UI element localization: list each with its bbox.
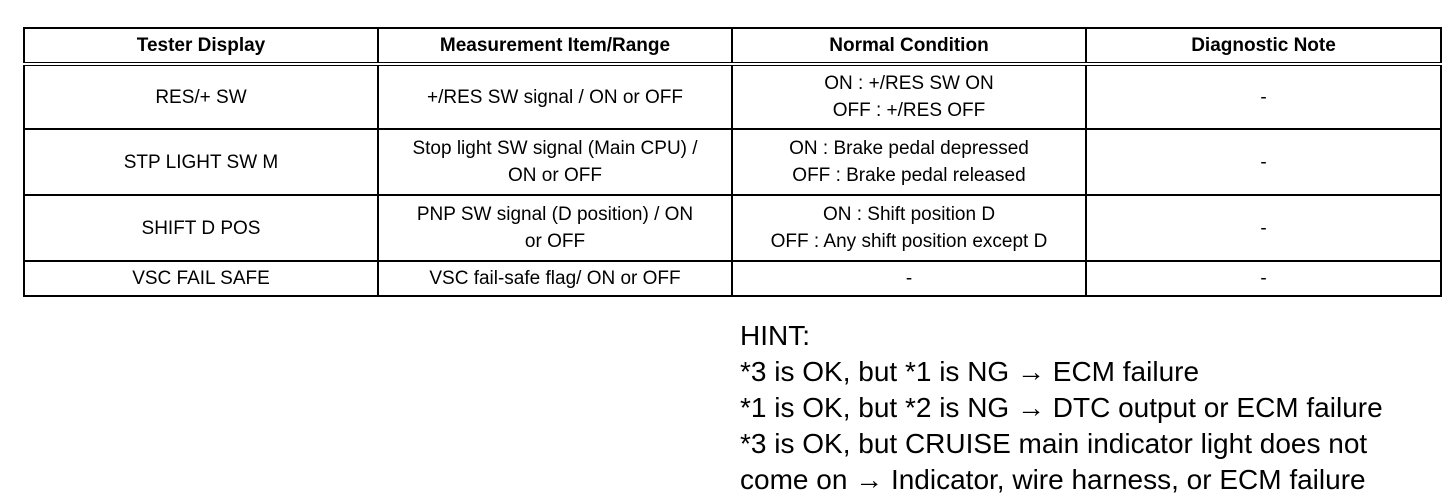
cell-normal-condition [732, 261, 1086, 296]
header-tester-display: Tester Display [24, 28, 378, 64]
table-row [24, 195, 1441, 261]
cell-text-line: ON : +/RES SW ON [824, 73, 994, 94]
cell-diagnostic-note: - [1086, 64, 1441, 129]
data-list-table [23, 27, 1442, 297]
cell-diagnostic-note: - [1086, 129, 1441, 195]
table-row [24, 129, 1441, 195]
cell-tester-display: SHIFT D POS [24, 195, 378, 261]
table-header-row [24, 28, 1441, 64]
hint-line: *3 is OK, but CRUISE main indicator light does not [740, 428, 1368, 459]
hint-title: HINT: [740, 320, 810, 351]
hint-line: *1 is OK, but *2 is NG → DTC output or ECM failure [740, 392, 1383, 423]
cell-measurement [378, 261, 732, 296]
header-diagnostic-note: Diagnostic Note [1086, 28, 1441, 64]
header-normal-condition: Normal Condition [732, 28, 1086, 64]
cell-tester-display: RES/+ SW [24, 64, 378, 129]
cell-diagnostic-note: - [1086, 261, 1441, 296]
cell-normal-condition [732, 64, 1086, 129]
cell-text-line: ON or OFF [508, 165, 602, 186]
header-measurement-item: Measurement Item/Range [378, 28, 732, 64]
cell-text-line: - [905, 268, 913, 289]
table-row [24, 261, 1441, 296]
cell-tester-display: VSC FAIL SAFE [24, 261, 378, 296]
cell-text-line: ON : Shift position D [822, 204, 996, 225]
cell-measurement [378, 129, 732, 195]
hint-line: *3 is OK, but *1 is NG → ECM failure [740, 356, 1200, 387]
cell-text-line: ON : Brake pedal depressed [789, 138, 1029, 159]
cell-text-line: VSC fail-safe flag/ ON or OFF [429, 268, 681, 289]
cell-measurement [378, 64, 732, 129]
cell-text-line: or OFF [524, 231, 586, 252]
hint-line: come on → Indicator, wire harness, or ECM failure [740, 464, 1366, 495]
cell-text-line: PNP SW signal (D position) / ON [416, 204, 694, 225]
table-row [24, 64, 1441, 129]
cell-text-line: OFF : +/RES OFF [832, 100, 986, 121]
cell-tester-display: STP LIGHT SW M [24, 129, 378, 195]
hint-block [740, 318, 1383, 498]
cell-text-line: OFF : Any shift position except D [770, 231, 1048, 252]
cell-text-line: OFF : Brake pedal released [792, 165, 1026, 186]
cell-normal-condition [732, 129, 1086, 195]
cell-text-line: +/RES SW signal / ON or OFF [426, 86, 684, 108]
cell-measurement [378, 195, 732, 261]
cell-normal-condition [732, 195, 1086, 261]
cell-text-line: Stop light SW signal (Main CPU) / [412, 138, 698, 159]
cell-diagnostic-note: - [1086, 195, 1441, 261]
